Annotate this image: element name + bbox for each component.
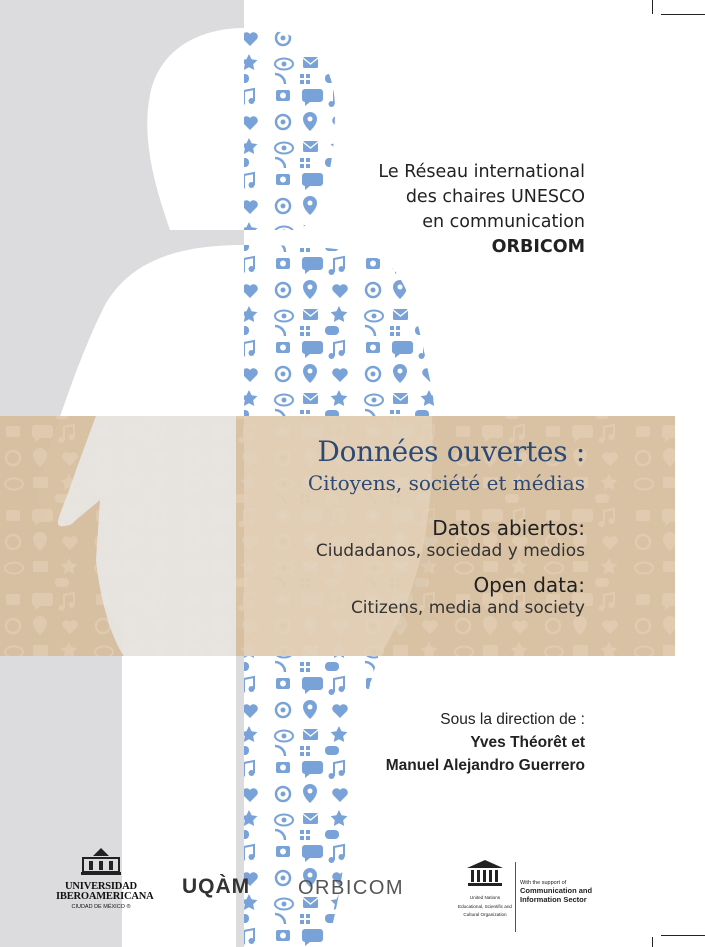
unesco-temple-icon [465,858,505,888]
unesco-support-text [520,880,592,904]
publisher-line: Le Réseau international [378,162,585,182]
crop-mark [661,935,705,936]
support-sector: Communication and [520,886,593,895]
publisher-line: des chaires UNESCO [405,187,585,207]
title-spanish: Datos abiertos: [432,516,585,540]
title-french: Données ouvertes : [317,435,585,468]
unesco-org-line: Cultural Organization [463,912,507,917]
title-block [308,436,585,619]
uqam-logo: UQÀM [182,875,251,898]
support-prefix: With the support of [520,880,567,886]
direction-label: Sous la direction de : [440,711,585,728]
ibero-city: CIUDAD DE MÉXICO ® [71,904,131,910]
divider [515,862,516,932]
unesco-org-line: Educational, Scientific and [458,903,512,909]
subtitle-french: Citoyens, société et médias [307,471,585,495]
publisher-block [378,160,585,260]
partner-logos [0,840,705,930]
unesco-org-line: United Nations [469,895,501,900]
editors-block [386,708,585,777]
subtitle-english: Citizens, media and society [350,598,585,618]
editor-name: Manuel Alejandro Guerrero [385,757,585,774]
title-english: Open data: [473,573,585,597]
publisher-line: en communication [422,212,585,232]
ibero-name: UNIVERSIDAD IBEROAMERICANA [56,881,154,902]
ibero-logo [56,846,154,910]
crop-mark [652,937,653,947]
orbicom-logo: ORBICOM [298,877,405,899]
support-sector: Information Sector [520,895,587,904]
ibero-emblem-icon [79,846,123,876]
editor-name: Yves Théorêt et [470,734,585,751]
crop-mark [652,0,653,14]
subtitle-spanish: Ciudadanos, sociedad y medios [315,541,585,561]
publisher-name: ORBICOM [491,237,585,257]
unesco-logo [452,858,518,918]
crop-mark [661,14,705,15]
